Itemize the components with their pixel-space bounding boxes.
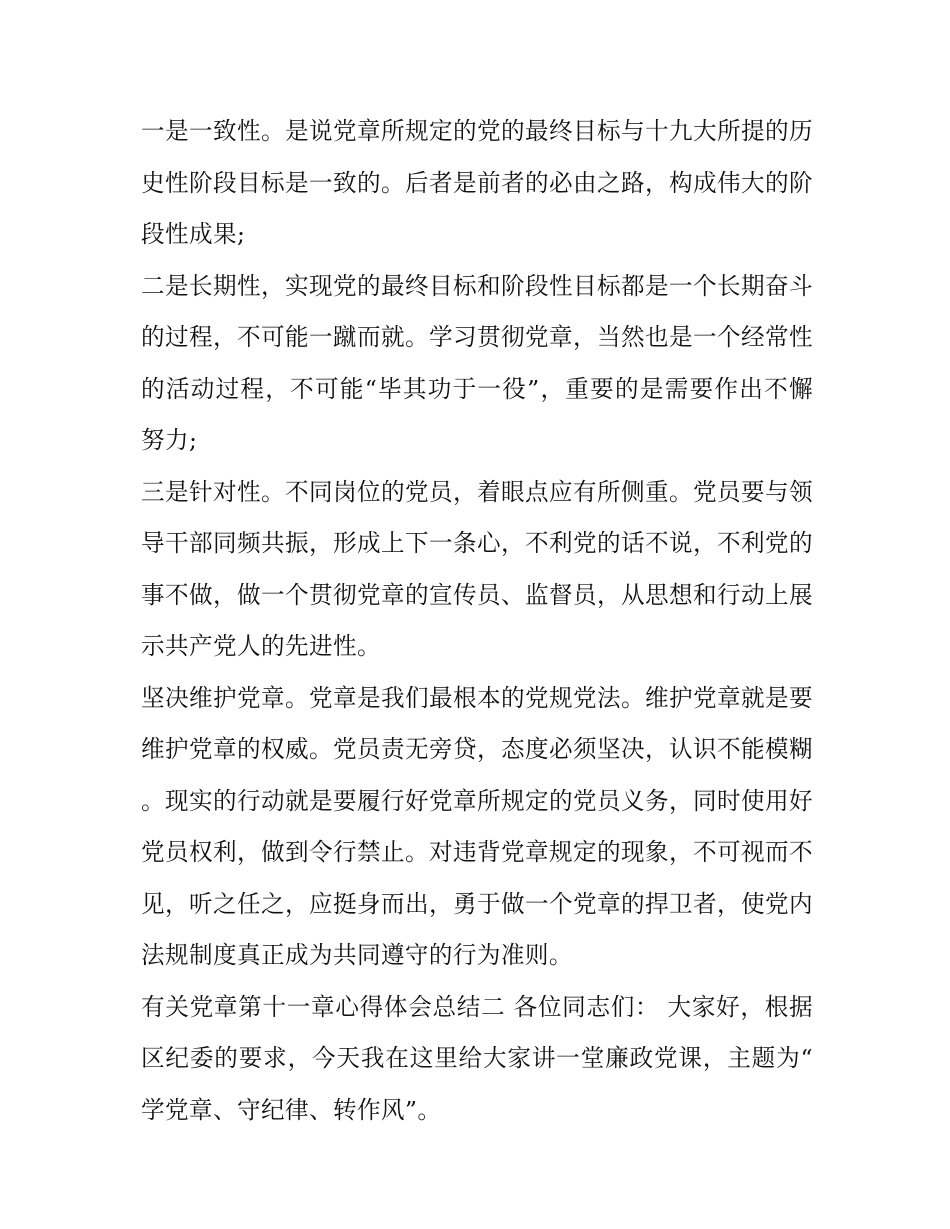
paragraph-long-term: 二是长期性，实现党的最终目标和阶段性目标都是一个长期奋斗的过程，不可能一蹴而就。学习贯彻党章，当然也是一个经常性的活动过程，不可能“毕其功于一役”，重要的是需要作出不懈努力;	[141, 271, 813, 454]
paragraph-consistency: 一是一致性。是说党章所规定的党的最终目标与十九大所提的历史性阶段目标是一致的。后者是前者的必由之路，构成伟大的阶段性成果;	[141, 117, 813, 248]
paragraph-targeted: 三是针对性。不同岗位的党员，着眼点应有所侧重。党员要与领导干部同频共振，形成上下一条心，不利党的话不说，不利党的事不做，做一个贯彻党章的宣传员、监督员，从思想和行动上展示共产党人的先进性。	[141, 477, 813, 660]
paragraph-summary-two-intro: 有关党章第十一章心得体会总结二 各位同志们： 大家好，根据区纪委的要求，今天我在这里给大家讲一堂廉政党课，主题为“学党章、守纪律、转作风”。	[141, 992, 813, 1124]
paragraph-uphold-constitution: 坚决维护党章。党章是我们最根本的党规党法。维护党章就是要维护党章的权威。党员责无旁贷，态度必须坚决，认识不能模糊。现实的行动就是要履行好党章所规定的党员义务，同时使用好党员权利，做到令行禁止。对违背党章规定的现象，不可视而不见，听之任之，应挺身而出，勇于做一个党章的捍卫者，使党内法规制度真正成为共同遵守的行为准则。	[141, 683, 813, 969]
document-body	[141, 106, 813, 1136]
